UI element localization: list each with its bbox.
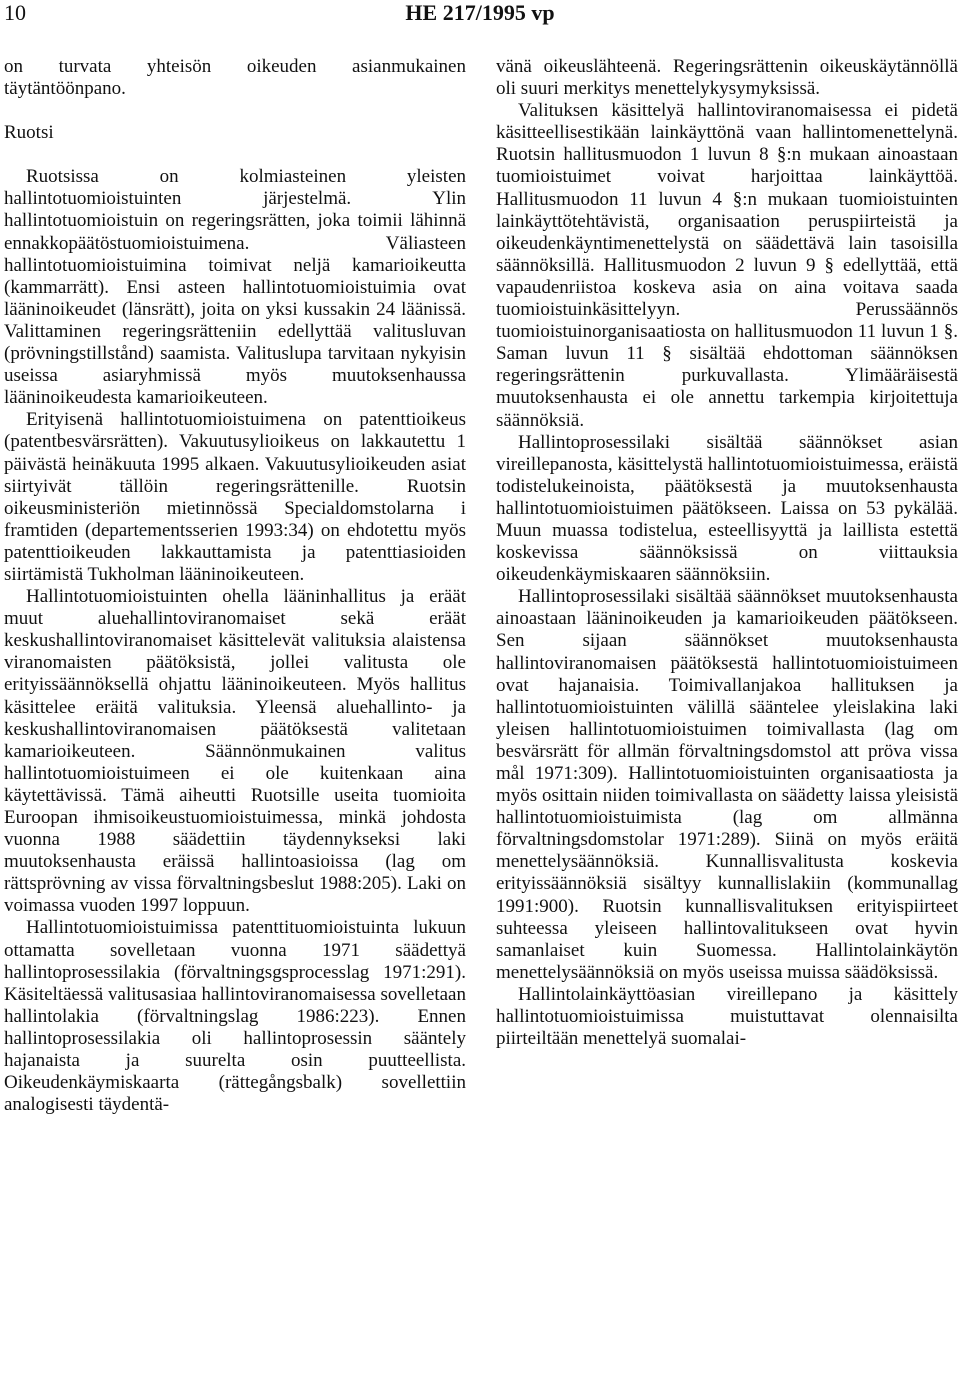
spacer: [4, 144, 466, 166]
paragraph: Hallintolainkäyttöasian vireillepano ja käsittely hallintotuomioistuimissa muistuttavat olennaisilta piirteiltään menettelyä suomalai-: [496, 983, 958, 1050]
left-column: [4, 56, 466, 1116]
paragraph: on turvata yhteisön oikeuden asianmukainen täytäntöönpano.: [4, 56, 466, 100]
right-column: [496, 56, 958, 1050]
page-number: 10: [4, 0, 26, 25]
spacer: [4, 100, 466, 122]
paragraph: Erityisenä hallintotuomioistuimena on patenttioikeus (patentbesvärsrätten). Vakuutusylioikeus on lakkautettu 1 päivästä heinäkuuta 1995 alkaen. Vakuutusylioikeuden asiat siirtyivät tällöin regeringsrättenille. Ruotsin oikeusministeriön mietinnössä Specialdomstolarna i framtiden (departementsserien 1993:34) on ehdotettu myös patenttioikeuden lakkauttamista ja patenttiasioiden siirtämistä Tukholman lääninoikeuteen.: [4, 409, 466, 585]
paragraph: Hallintoprosessilaki sisältää säännökset muutoksenhausta ainoastaan lääninoikeuden ja kamarioikeuden päätökseen. Sen sijaan säännökset muutoksenhausta hallintoviranomaisen päätöksestä hallintotuomioistuimeen ovat hajanaisia. Toimivallanjakoa hallituksen ja hallintotuomioistuinten välillä sääntelee yleislakina laki yleisen hallintotuomioistuimen toimivallasta (lag om besvärsrätt för allmän förvaltningsdomstol att pröva vissa mål 1971:309). Hallintotuomioistuinten organisaatiosta ja myös osittain niiden toimivallasta on säädetty laissa yleisistä hallintotuomioistuimista (lag om allmänna förvaltningsdomstolar 1971:289). Siinä on myös eräitä menettelysäännöksiä. Kunnallisvalitusta koskevia erityissäännöksiä sisältyy kunnallislakiin (kommunallag 1991:900). Ruotsin kunnallisvalituksen erityispiirteet suhteessa yleiseen hallintovalitukseen ovat hyvin samanlaiset kuin Suomessa. Hallintolainkäytön menettelysäännöksiä on myös useissa muissa säädöksissä.: [496, 586, 958, 983]
section-heading: Ruotsi: [4, 122, 54, 144]
paragraph: Hallintotuomioistuinten ohella lääninhallitus ja eräät muut aluehallintoviranomaiset sekä eräät keskushallintoviranomaiset käsittelevät valituksia alaistensa viranomaisten päätöksistä, jollei valitusta ole erityissäännöksellä ohjattu lääninoikeuteen. Myös hallitus käsittelee eräitä valituksia. Yleensä aluehallinto- ja keskushallintoviranomaisen päätöksestä valitetaan kamarioikeuteen. Säännönmukainen valitus hallintotuomioistuimeen ei ole kuitenkaan aina käytettävissä. Tämä aiheutti Ruotsille useita tuomioita Euroopan ihmisoikeustuomioistuimessa, minkä johdosta vuonna 1988 säädettiin täydennykseksi laki muutoksenhausta eräissä hallintoasioissa (lag om rättsprövning av vissa förvaltningsbeslut 1988:205). Laki on voimassa vuoden 1997 loppuun.: [4, 586, 466, 917]
paragraph: vänä oikeuslähteenä. Regeringsrättenin oikeuskäytännöllä oli suuri merkitys menettelykysymyksissä.: [496, 56, 958, 100]
page-header: [0, 0, 960, 30]
paragraph: Ruotsissa on kolmiasteinen yleisten hallintotuomioistuinten järjestelmä. Ylin hallintotuomioistuin on regeringsrätten, joka toimii lähinnä ennakkopäätöstuomioistuimena. Väliasteen hallintotuomioistuimina toimivat neljä kamarioikeutta (kammarrätt). Ensi asteen hallintotuomioistuimia ovat lääninoikeudet (länsrätt), joita on yksi kussakin 24 läänissä. Valittaminen regeringsrätteniin edellyttää valitusluvan (prövningstillstånd) saamista. Valituslupa tarvitaan nykyisin useissa asiaryhmissä myös muutoksenhaussa lääninoikeudesta kamarioikeuteen.: [4, 166, 466, 409]
document-identifier: HE 217/1995 vp: [405, 0, 555, 25]
paragraph: Hallintotuomioistuimissa patenttituomioistuinta lukuun ottamatta sovelletaan vuonna 1971 säädettyä hallintoprosessilakia (förvaltningsgsprocesslag 1971:291). Käsiteltäessä valitusasiaa hallintoviranomaisessa sovelletaan hallintolakia (förvaltningslag 1986:223). Ennen hallintoprosessilakia oli hallintoprosessin sääntely hajanaista ja suurelta osin puutteellista. Oikeudenkäymiskaarta (rättegångsbalk) sovellettiin analogisesti täydentä-: [4, 917, 466, 1116]
paragraph: Hallintoprosessilaki sisältää säännökset asian vireillepanosta, käsittelystä hallintotuomioistuimessa, eräistä todistelukeinoista, päätöksestä ja muutoksenhausta hallintotuomioistuimen päätökseen. Laissa on 53 pykälää. Muun muassa todistelua, esteellisyyttä ja laillista estettä koskevissa säännöksissä on viittauksia oikeudenkäymiskaaren säännöksiin.: [496, 431, 958, 586]
paragraph: Valituksen käsittelyä hallintoviranomaisessa ei pidetä käsitteellisestikään lainkäyttönä vaan hallintomenettelynä. Ruotsin hallitusmuodon 1 luvun 8 §:n mukaan ainoastaan tuomioistuimet voivat harjoittaa lainkäyttöä. Hallitusmuodon 11 luvun 4 §:n mukaan tuomioistuinten lainkäyttötehtävistä, organisaation peruspiirteistä ja oikeudenkäyntimenettelystä on säädettävä lain tasoisilla säännöksillä. Hallitusmuodon 2 luvun 9 § edellyttää, että vapaudenriistoa koskeva asia on aina voitava saada tuomioistuinkäsittelyyn. Perussäännös tuomioistuinorganisaatiosta on hallitusmuodon 11 luvun 1 §. Saman luvun 11 § sisältää ehdottoman säännöksen regeringsrättenin purkuvallasta. Ylimääräisestä muutoksenhausta ei ole annettu tarkempia kirjoitettuja säännöksiä.: [496, 100, 958, 431]
